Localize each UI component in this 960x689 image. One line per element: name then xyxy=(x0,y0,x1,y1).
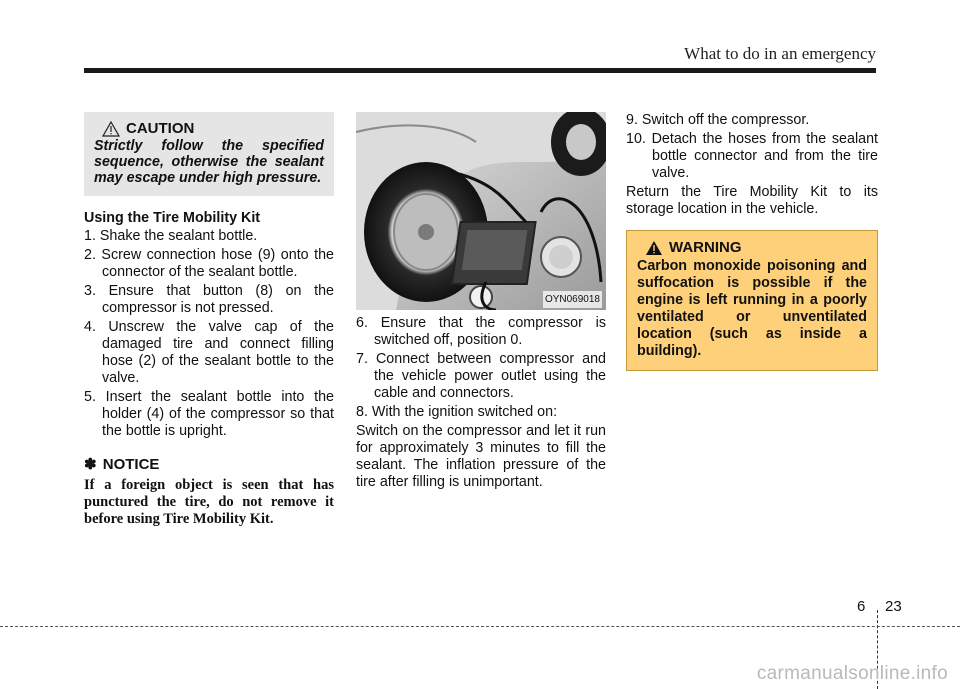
warning-box xyxy=(626,230,878,371)
steps-list xyxy=(84,228,334,440)
return-paragraph: Return the Tire Mobility Kit to its storage location in the vehicle. xyxy=(626,184,878,217)
warning-heading xyxy=(645,239,867,256)
step-item: 8. With the ignition switched on: xyxy=(356,404,558,420)
steps-list-middle xyxy=(356,315,606,421)
column-middle xyxy=(356,112,606,495)
step-item: 9. Switch off the compressor. xyxy=(626,112,810,128)
chapter-number: 6 xyxy=(857,598,866,615)
page-header-title: What to do in an emergency xyxy=(684,44,876,63)
footer-rule xyxy=(0,626,960,627)
warning-triangle-icon xyxy=(102,121,120,137)
page-number: 23 xyxy=(885,598,902,615)
step-item: 1. Shake the sealant bottle. xyxy=(84,228,258,244)
watermark: carmanualsonline.info xyxy=(756,663,948,684)
step-item: 5. Insert the sealant bottle into the holder (4) of the compressor so that the bottle is upright. xyxy=(84,389,334,439)
step-item: 7. Connect between compressor and the vehicle power outlet using the cable and connectors. xyxy=(356,351,606,401)
step-item: 4. Unscrew the valve cap of the damaged tire and connect filling hose (2) of the sealant bottle to the valve. xyxy=(84,319,334,386)
header-rule xyxy=(84,68,876,73)
notice-text: If a foreign object is seen that has punctured the tire, do not remove it before using Tire Mobility Kit. xyxy=(84,477,334,527)
steps-list-right xyxy=(626,112,878,182)
notice-heading xyxy=(84,456,334,473)
caution-heading xyxy=(102,120,324,137)
tire-mobility-kit-photo xyxy=(356,112,606,310)
warning-triangle-icon xyxy=(645,240,663,256)
warning-title: WARNING xyxy=(669,239,742,256)
step-item: 6. Ensure that the compressor is switched off, position 0. xyxy=(356,315,606,348)
notice-title: NOTICE xyxy=(102,456,160,473)
section-title: Using the Tire Mobility Kit xyxy=(84,210,261,226)
car-tire-kit-illustration xyxy=(356,112,606,310)
caution-title: CAUTION xyxy=(126,120,195,137)
column-left xyxy=(84,112,334,528)
photo-caption: OYN069018 xyxy=(543,291,602,308)
notice-star-icon: ✽ xyxy=(84,456,97,473)
warning-text: Carbon monoxide poisoning and suffocation is possible if the engine is left running in a poorly ventilated or unventilated location (such as inside a building). xyxy=(637,258,867,359)
column-right xyxy=(626,112,878,371)
switch-on-paragraph: Switch on the compressor and let it run for approximately 3 minutes to fill the sealant. The inflation pressure of the tire after filling is unimportant. xyxy=(356,423,606,490)
step-item: 2. Screw connection hose (9) onto the connector of the sealant bottle. xyxy=(84,247,334,280)
step-item: 10. Detach the hoses from the sealant bottle connector and from the tire valve. xyxy=(626,131,878,181)
caution-text: Strictly follow the specified sequence, otherwise the sealant may escape under high pressure. xyxy=(94,138,324,186)
step-item: 3. Ensure that button (8) on the compressor is not pressed. xyxy=(84,283,334,316)
caution-box xyxy=(84,112,334,196)
